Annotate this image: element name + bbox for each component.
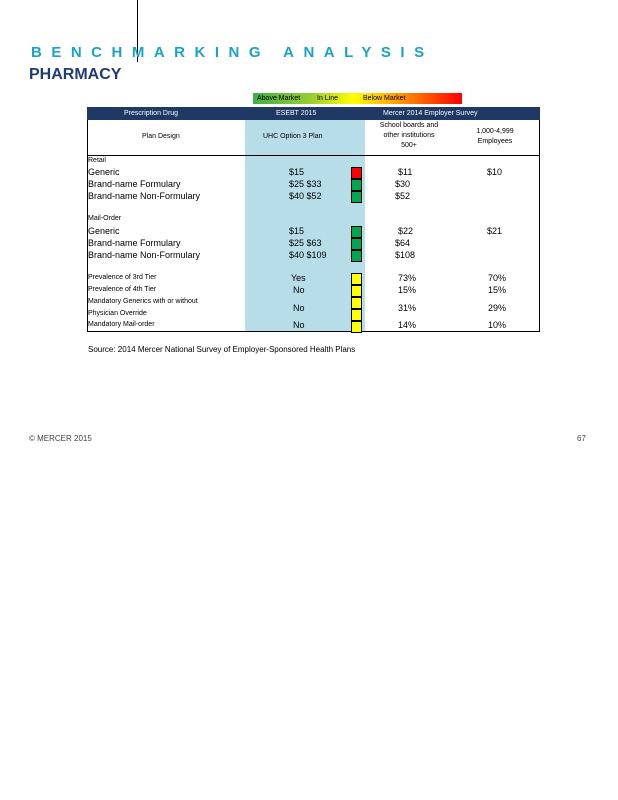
header-mercer-survey: Mercer 2014 Employer Survey — [383, 110, 478, 117]
header-esebt: ESEBT 2015 — [276, 110, 317, 117]
uhc-value: No — [293, 285, 305, 295]
row-label: Brand-name Formulary — [88, 238, 181, 248]
source-note: Source: 2014 Mercer National Survey of Employer-Sponsored Health Plans — [88, 345, 356, 354]
status-indicator-yellow — [351, 321, 362, 333]
uhc-value: $40 $52 — [289, 191, 322, 201]
page-number: 67 — [577, 434, 586, 443]
school-value: 15% — [398, 285, 417, 295]
header-prescription-drug: Prescription Drug — [124, 110, 179, 117]
status-indicator-yellow — [351, 285, 362, 297]
row-label: Brand-name Formulary — [88, 179, 181, 189]
status-indicator-yellow — [351, 297, 362, 309]
column-header-divider — [87, 155, 540, 156]
employees-value: $21 — [487, 226, 503, 236]
school-value: 31% — [398, 303, 417, 313]
section-label-mail-order: Mail-Order — [88, 215, 122, 222]
uhc-value: $15 — [289, 226, 305, 236]
row-label: Generic — [88, 167, 120, 177]
employees-value: $10 — [487, 167, 503, 177]
col-header-plan-design: Plan Design — [142, 133, 180, 140]
uhc-value: No — [293, 320, 305, 330]
row-label: Generic — [88, 226, 120, 236]
status-indicator-red — [351, 167, 362, 179]
uhc-value: $40 $109 — [289, 250, 327, 260]
status-indicator-green — [351, 238, 362, 250]
school-value: 14% — [398, 320, 417, 330]
col-header-school-boards: School boards and other institutions 500+ — [379, 122, 439, 149]
uhc-value: Yes — [291, 273, 306, 283]
school-value: $22 — [398, 226, 414, 236]
status-indicator-green — [351, 191, 362, 203]
col-header-uhc-option: UHC Option 3 Plan — [263, 133, 323, 140]
row-label-continued: Physician Override — [88, 310, 147, 317]
employees-value: 15% — [488, 285, 507, 295]
legend-below-market: Below Market — [363, 95, 406, 102]
status-indicator-green — [351, 226, 362, 238]
page-subtitle: PHARMACY — [29, 66, 122, 83]
school-value: $64 — [395, 238, 411, 248]
employees-value: 10% — [488, 320, 507, 330]
row-label: Mandatory Generics with or without — [88, 298, 198, 305]
uhc-value: $15 — [289, 167, 305, 177]
school-value: $108 — [395, 250, 416, 260]
school-value: $11 — [398, 167, 413, 177]
status-indicator-green — [351, 250, 362, 262]
row-label: Prevalence of 3rd Tier — [88, 274, 157, 281]
section-label-retail: Retail — [88, 157, 106, 164]
row-label: Prevalence of 4th Tier — [88, 286, 157, 293]
row-label: Brand-name Non-Formulary — [88, 250, 201, 260]
uhc-value: No — [293, 303, 305, 313]
page-title: BENCHMARKING ANALYSIS — [31, 44, 434, 61]
table-header-bar — [87, 107, 540, 120]
employees-value: 29% — [488, 303, 507, 313]
status-indicator-green — [351, 179, 362, 191]
school-value: $52 — [395, 191, 411, 201]
row-label: Brand-name Non-Formulary — [88, 191, 201, 201]
school-value: $30 — [395, 179, 411, 189]
footer-copyright: © MERCER 2015 — [29, 434, 92, 443]
uhc-value: $25 $33 — [289, 179, 322, 189]
col-header-employees: 1,000-4,999 Employees — [476, 128, 514, 145]
school-value: 73% — [398, 273, 417, 283]
uhc-value: $25 $63 — [289, 238, 322, 248]
market-legend-bar — [253, 93, 462, 104]
legend-in-line: In Line — [317, 95, 339, 102]
status-indicator-yellow — [351, 309, 362, 321]
employees-value: 70% — [488, 273, 507, 283]
legend-above-market: Above Market — [257, 95, 301, 102]
status-indicator-yellow — [351, 273, 362, 285]
row-label: Mandatory Mail-order — [88, 321, 155, 328]
